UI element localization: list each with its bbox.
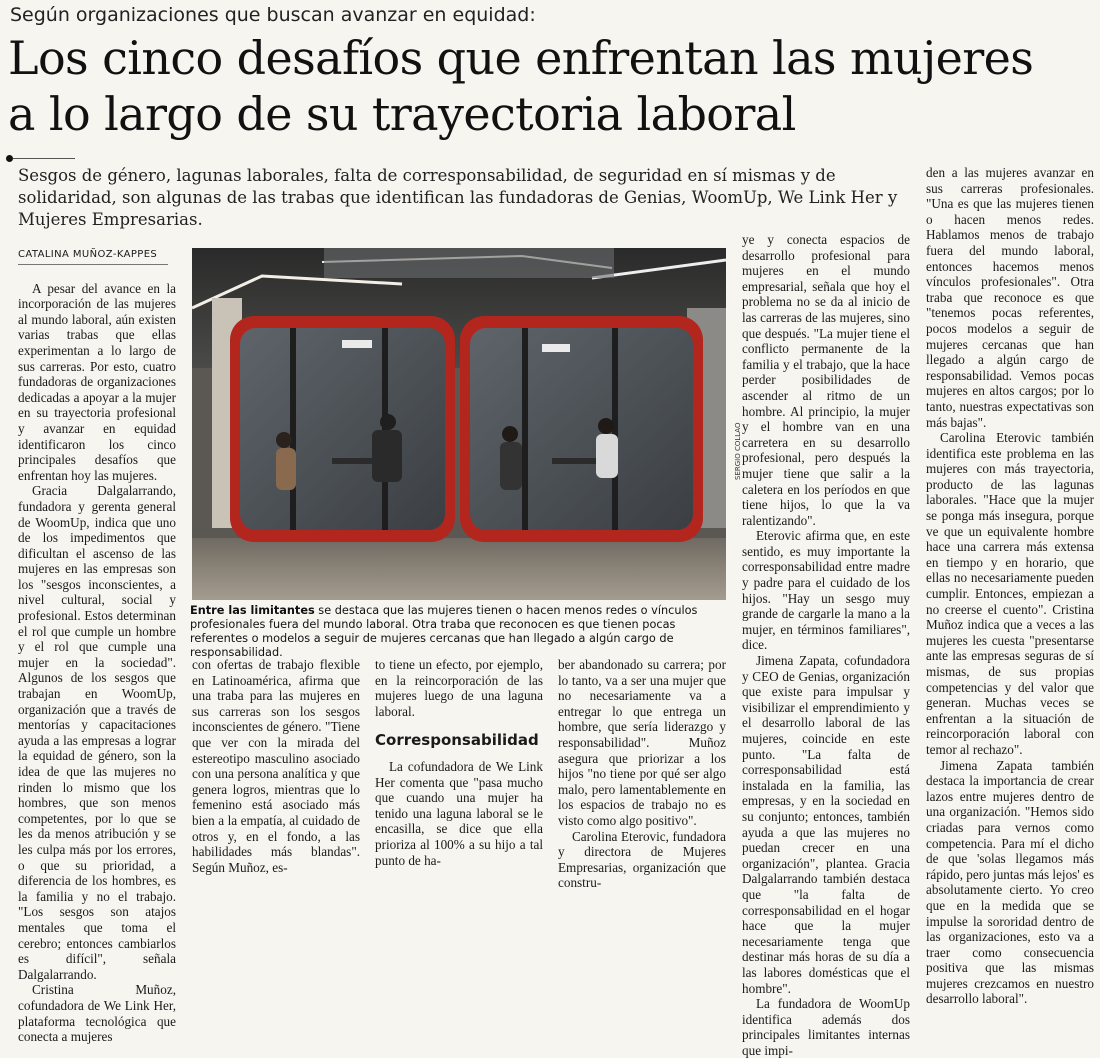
caption-lead: Entre las limitantes bbox=[190, 604, 315, 617]
column-3 bbox=[375, 657, 543, 868]
photo-caption bbox=[190, 604, 735, 660]
column-2 bbox=[192, 657, 360, 875]
headline-line-2: a lo largo de su trayectoria laboral bbox=[8, 87, 796, 141]
rule-dot bbox=[6, 155, 13, 162]
paragraph: Carolina Eterovic también identifica este problema en las mujeres con más trayectoria, producto de las lagunas laborales. "Hace que la mujer se ponga más insegura, porque ve que un equivalente hombre hace una carrera más extensa en tiempo y en horario, que ellas no necesariamente pueden cumplir. Entonces, empiezan a no creerse el cuento". Cristina Muñoz indica que a veces a las mujeres les cuesta "presentarse ante las empresas seguras de sí mismas, de sus propias competencias y del valor que generan. Muchas veces se enfrentan a la situación de reincorporación laboral con temor al rechazo". bbox=[926, 430, 1094, 757]
column-6 bbox=[926, 165, 1094, 1007]
column-5 bbox=[742, 232, 910, 1058]
paragraph: A pesar del avance en la incorporación de las mujeres al mundo laboral, aún existen varias trabas que ellas experimentan a lo largo de sus carreras. Por esto, cuatro fundadoras de organizaciones dedicadas a apoyar a la mujer en su trayectoria profesional y avanzar en equidad identificaron los cinco principales desafíos que enfrentan hoy las mujeres. bbox=[18, 280, 176, 483]
paragraph: con ofertas de trabajo flexible en Latinoamérica, afirma que una traba para las mujeres en sus carreras son los sesgos inconscientes de género. "Tiene que ver con la mirada del estereotipo masculino asociado con una persona analítica y que genera logros, mientras que lo femenino está asociado más bien a la empatía, al cuidado de otros y, en el fondo, a las habilidades más blandas". Según Muñoz, es- bbox=[192, 657, 360, 875]
paragraph: ber abandonado su carrera; por lo tanto, va a ser una mujer que no necesariamente va a entregar lo que entrega un hombre, que sería liderazgo y responsabilidad". Muñoz asegura que priorizar a los hijos "no tiene por qué ser algo malo, pero lamentablemente en los espacios de trabajo no es visto como algo positivo". bbox=[558, 657, 726, 828]
paragraph: Jimena Zapata, cofundadora y CEO de Genias, organización que existe para impulsar y visibilizar el emprendimiento y el desarrollo laboral de las mujeres, coincide en este punto. "La falta de corresponsabilidad está instalada en la familia, las empresas, y en la sociedad en su conjunto; entonces, también ayuda a que las mujeres no puedan crecer en una organización", plantea. Gracia Dalgalarrando también destaca que "la falta de corresponsabilidad en el hogar hace que la mujer necesariamente tenga que destinar más horas de su día a las labores domésticas que el hombre". bbox=[742, 653, 910, 996]
headline-line-1: Los cinco desafíos que enfrentan las mujeres bbox=[8, 31, 1034, 85]
column-4 bbox=[558, 657, 726, 891]
paragraph: Jimena Zapata también destaca la importancia de crear lazos entre mujeres dentro de una organización. "Hemos sido criadas para vernos como competencia. Para mí el dicho de que 'solas llegamos más rápido, pero juntas más lejos' es absolutamente cierto. Yo creo que en la medida que se impulse la sororidad dentro de las organizaciones, esto va a traer como consecuencia positiva que las mismas mujeres crezcamos en nuestro desarrollo laboral". bbox=[926, 757, 1094, 1007]
photo-credit: SERGIO COLLAO bbox=[734, 422, 742, 480]
office-booths-photo bbox=[192, 248, 726, 600]
paragraph: den a las mujeres avanzar en sus carreras profesionales. "Una es que las mujeres tienen o hacen menos redes. Hablamos menos de trabajo fuera del mundo laboral, entonces hacemos menos vínculos profesionales". Otra traba que reconoce es que "tenemos pocas referentes, pocos modelos a seguir de mujeres cercanas que han llegado a algún cargo de responsabilidad. Vemos pocas mujeres en altos cargos; por lo tanto, nuestras expectativas son más bajas". bbox=[926, 165, 1094, 430]
column-1 bbox=[18, 247, 176, 1045]
paragraph: La cofundadora de We Link Her comenta que "pasa mucho que cuando una mujer ha tenido una laguna laboral se le encasilla, se dice que ella prioriza al 100% a su hijo a tal punto de ha- bbox=[375, 758, 543, 868]
paragraph: Eterovic afirma que, en este sentido, es muy importante la corresponsabilidad entre madre y padre para el cuidado de los hijos. "Hay un sesgo muy grande de cargarle la mano a la mujer, en términos familiares", dice. bbox=[742, 528, 910, 653]
byline: CATALINA MUÑOZ-KAPPES bbox=[18, 247, 168, 265]
deck: Sesgos de género, lagunas laborales, falta de corresponsabilidad, de seguridad en sí mismas y de solidaridad, son algunas de las trabas que identifican las fundadoras de Genias, WoomUp, We Link Her y Mujeres Empresarias. bbox=[18, 166, 898, 229]
kicker: Según organizaciones que buscan avanzar en equidad: bbox=[10, 4, 536, 26]
headline bbox=[8, 30, 1098, 142]
paragraph: ye y conecta espacios de desarrollo profesional para mujeres en el mundo empresarial, señala que hoy el problema no se da al inicio de las carreras de las mujeres, sino que después. "La mujer tiene el conflicto permanente de la familia y el trabajo, que la hace perder posibilidades de ascender al ritmo de un hombre. Al principio, la mujer y el hombre van en una carretera en su desarrollo profesional, pero después la mujer tiene que salir a la caletera en los períodos en que tiene hijos, lo que la va ralentizando". bbox=[742, 232, 910, 528]
paragraph: to tiene un efecto, por ejemplo, en la reincorporación de las mujeres luego de una laguna laboral. bbox=[375, 657, 543, 719]
divider bbox=[13, 158, 75, 159]
subhead: Corresponsabilidad bbox=[375, 731, 539, 750]
paragraph: Cristina Muñoz, cofundadora de We Link Her, plataforma tecnológica que conecta a mujeres bbox=[18, 982, 176, 1045]
paragraph: La fundadora de WoomUp identifica además dos principales limitantes internas que impi- bbox=[742, 996, 910, 1058]
paragraph: Carolina Eterovic, fundadora y directora de Mujeres Empresarias, organización que constru- bbox=[558, 828, 726, 891]
photo bbox=[192, 248, 726, 600]
paragraph: Gracia Dalgalarrando, fundadora y gerenta general de WoomUp, indica que uno de los impedimentos que dificultan el ascenso de las mujeres en las empresas son los "sesgos inconscientes, a nivel cultural, social y profesional. Estos determinan el rol que cumple un hombre y el rol que cumple una mujer en la sociedad". Algunos de los sesgos que trabajan en WoomUp, organización que a través de mentorías y capacitaciones ayuda a las empresas a lograr la equidad de género, son la idea de que las mujeres no rinden lo mismo que los hombres, que son menos competentes, por lo que se les da menos atribución y se les culpa más por los errores, o que su prioridad, a diferencia de los hombres, es la familia y no el trabajo. "Los sesgos son atajos mentales que toma el cerebro; entonces cambiarlos es difícil", señala Dalgalarrando. bbox=[18, 483, 176, 982]
caption-text: se destaca que las mujeres tienen o hacen menos redes o vínculos profesionales fuera del mundo laboral. Otra traba que reconocen es que tienen pocas referentes o modelos a seguir de mujeres cercanas que han llegado a algún cargo de responsabilidad. bbox=[190, 604, 698, 659]
